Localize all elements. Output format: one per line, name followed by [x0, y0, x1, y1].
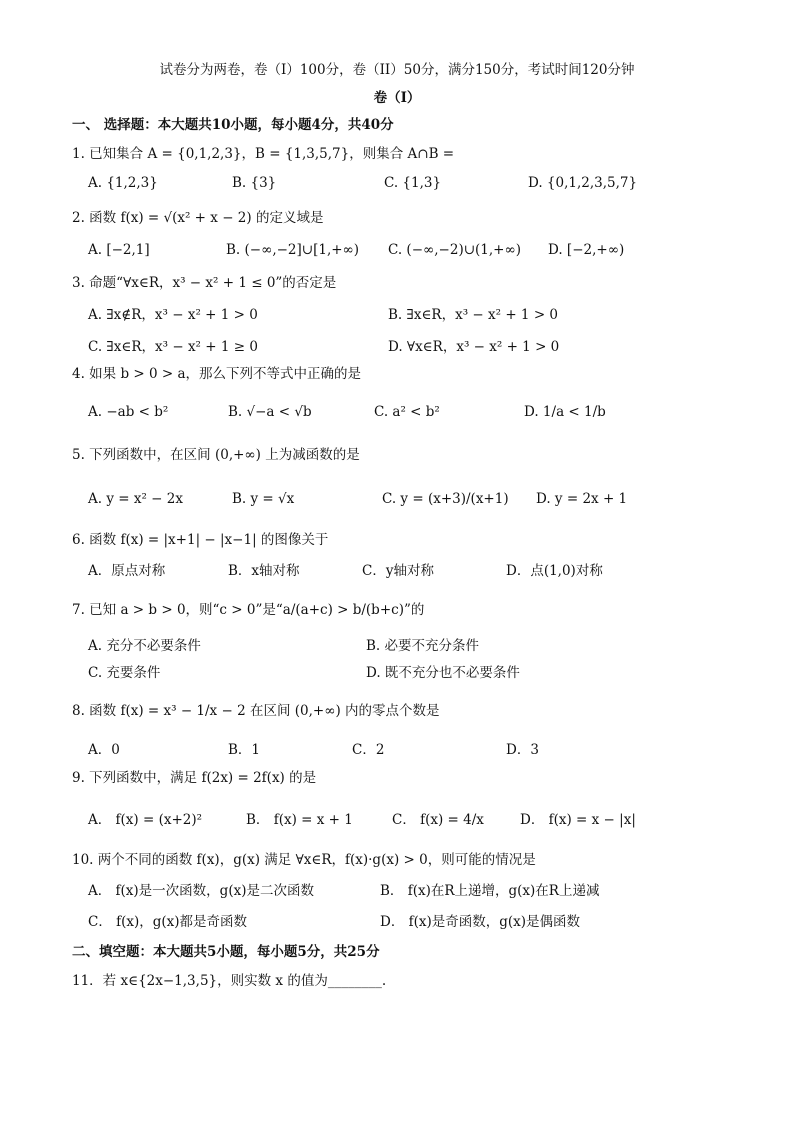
question-3-option-a: A. ∃x∉R，x³ − x² + 1 > 0: [88, 307, 258, 323]
question-9-option-b: B． f(x) = x + 1: [246, 812, 353, 828]
question-9-stem: 9. 下列函数中，满足 f(2x) = 2f(x) 的是: [72, 770, 317, 786]
question-2-option-b: B. (−∞,−2]∪[1,+∞): [226, 242, 360, 258]
question-9-option-a: A． f(x) = (x+2)²: [88, 812, 203, 828]
question-10-option-a: A． f(x)是一次函数，g(x)是二次函数: [88, 883, 314, 899]
question-8-option-b: B．1: [228, 742, 261, 758]
question-9-option-c: C． f(x) = 4/x: [392, 812, 484, 828]
question-8-option-d: D．3: [506, 742, 539, 758]
question-4-stem: 4. 如果 b > 0 > a，那么下列不等式中正确的是: [72, 366, 362, 382]
question-2-option-a: A. [−2,1]: [88, 242, 150, 258]
question-7-option-d: D. 既不充分也不必要条件: [366, 665, 520, 681]
question-3-option-d: D. ∀x∈R，x³ − x² + 1 > 0: [388, 339, 560, 355]
question-1-option-d: D. {0,1,2,3,5,7}: [528, 175, 638, 191]
question-4-option-c: C. a² < b²: [374, 404, 440, 420]
question-5-option-d: D. y = 2x + 1: [536, 491, 628, 507]
section-title-fill: 二、填空题：本大题共5小题，每小题5分，共25分: [72, 944, 380, 960]
exam-instructions: 试卷分为两卷，卷（I）100分，卷（II）50分，满分150分，考试时间120分钟: [159, 62, 635, 78]
question-5-option-a: A. y = x² − 2x: [88, 491, 183, 507]
volume-title: 卷（I）: [373, 90, 421, 106]
question-7-option-a: A. 充分不必要条件: [88, 638, 201, 654]
question-6-option-a: A．原点对称: [88, 563, 166, 579]
question-3-stem: 3. 命题“∀x∈R，x³ − x² + 1 ≤ 0”的否定是: [72, 275, 337, 291]
question-5-option-b: B. y = √x: [232, 491, 295, 507]
question-1-stem: 1. 已知集合 A = {0,1,2,3}，B = {1,3,5,7}，则集合 A∩B =: [72, 146, 455, 162]
question-2-option-c: C. (−∞,−2)∪(1,+∞): [388, 242, 521, 258]
question-9-option-d: D． f(x) = x − |x|: [520, 812, 636, 828]
question-7-option-c: C. 充要条件: [88, 665, 161, 681]
question-8-stem: 8. 函数 f(x) = x³ − 1/x − 2 在区间 (0,+∞) 内的零点个数是: [72, 703, 440, 719]
section-title-choice: 一、 选择题：本大题共10小题，每小题4分，共40分: [72, 117, 394, 133]
question-10-stem: 10. 两个不同的函数 f(x)，g(x) 满足 ∀x∈R，f(x)·g(x) > 0，则可能的情况是: [72, 852, 536, 868]
question-1-option-c: C. {1,3}: [384, 175, 442, 191]
question-10-option-c: C． f(x)，g(x)都是奇函数: [88, 914, 248, 930]
question-7-stem: 7. 已知 a > b > 0，则“c > 0”是“a/(a+c) > b/(b+c)”的: [72, 602, 425, 618]
question-5-option-c: C. y = (x+3)/(x+1): [382, 491, 509, 507]
question-6-option-b: B．x轴对称: [228, 563, 300, 579]
question-1-option-b: B. {3}: [232, 175, 277, 191]
question-3-option-b: B. ∃x∈R，x³ − x² + 1 > 0: [388, 307, 559, 323]
question-6-stem: 6. 函数 f(x) = |x+1| − |x−1| 的图像关于: [72, 532, 329, 548]
question-8-option-a: A．0: [88, 742, 120, 758]
question-5-stem: 5. 下列函数中，在区间 (0,+∞) 上为减函数的是: [72, 447, 360, 463]
question-4-option-d: D. 1/a < 1/b: [524, 404, 606, 420]
question-8-option-c: C．2: [352, 742, 385, 758]
question-1-option-a: A. {1,2,3}: [88, 175, 158, 191]
question-10-option-d: D． f(x)是奇函数，g(x)是偶函数: [380, 914, 581, 930]
question-11-stem: 11．若 x∈{2x−1,3,5}，则实数 x 的值为________.: [72, 973, 387, 989]
question-4-option-b: B. √−a < √b: [228, 404, 312, 420]
question-4-option-a: A. −ab < b²: [88, 404, 169, 420]
question-3-option-c: C. ∃x∈R，x³ − x² + 1 ≥ 0: [88, 339, 258, 355]
question-6-option-d: D．点(1,0)对称: [506, 563, 603, 579]
question-6-option-c: C．y轴对称: [362, 563, 434, 579]
question-2-stem: 2. 函数 f(x) = √(x² + x − 2) 的定义域是: [72, 210, 324, 226]
question-2-option-d: D. [−2,+∞): [548, 242, 625, 258]
question-10-option-b: B． f(x)在R上递增，g(x)在R上递减: [380, 883, 600, 899]
question-7-option-b: B. 必要不充分条件: [366, 638, 480, 654]
